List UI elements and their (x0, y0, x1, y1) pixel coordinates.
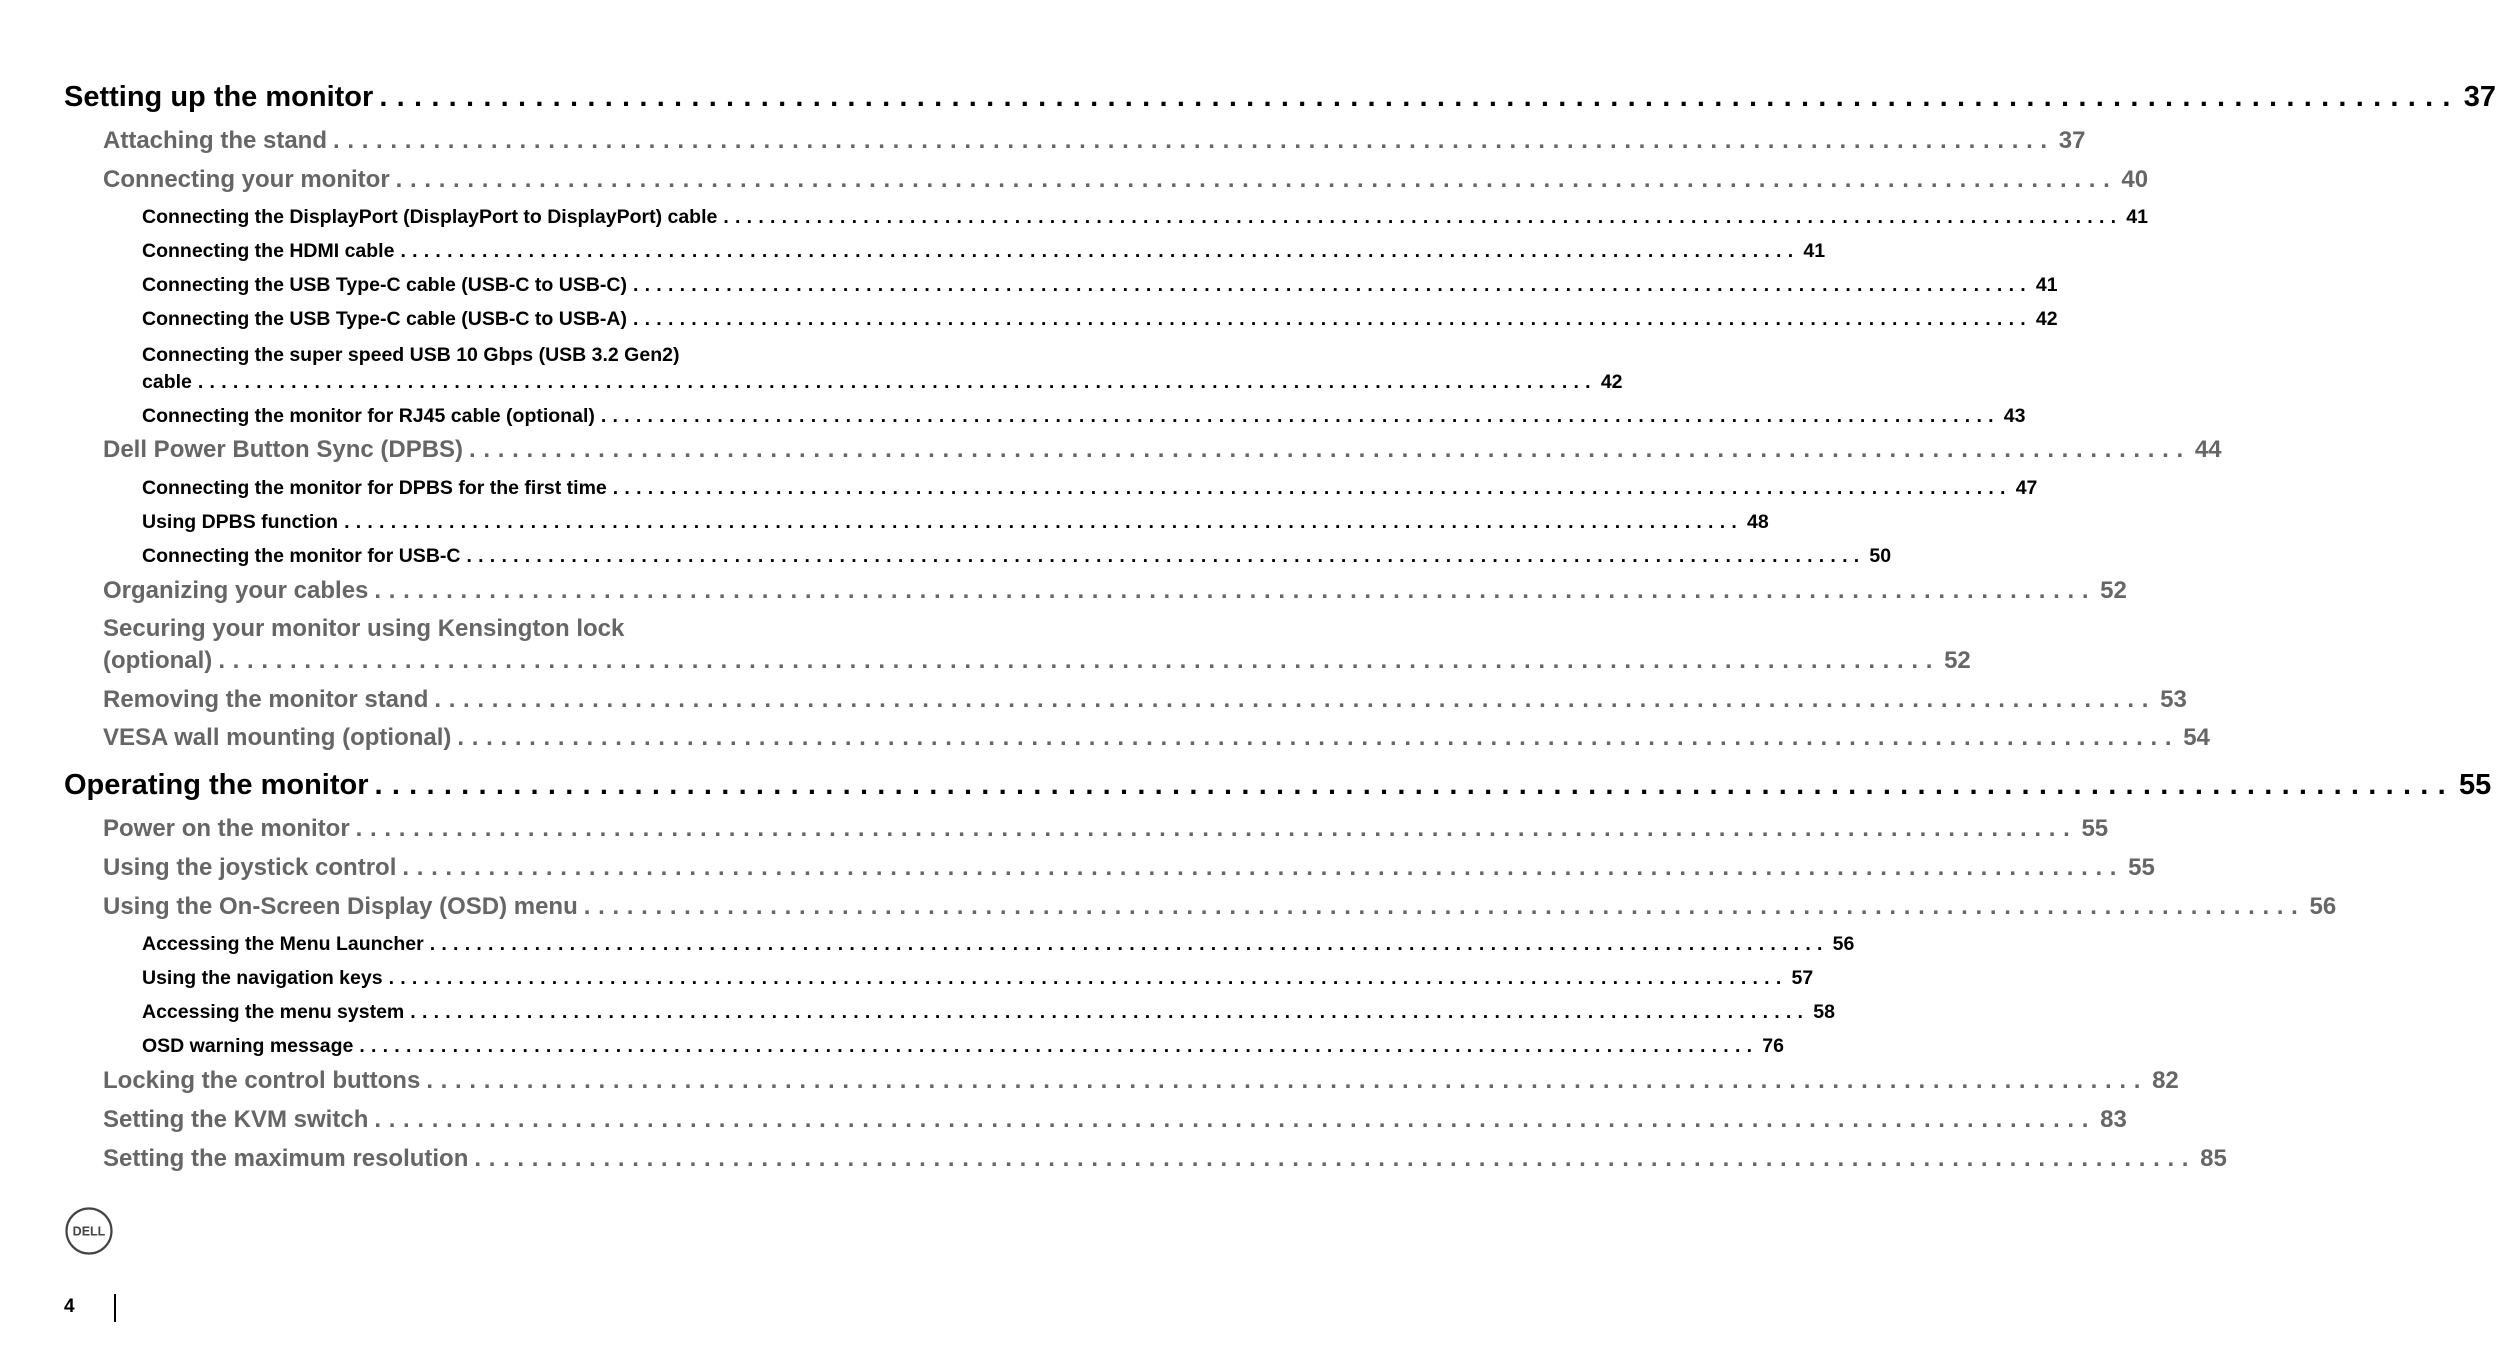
toc-leader-dots: ........................................................................................................................ (379, 81, 2460, 113)
toc-entry-title[interactable]: Securing your monitor using Kensington lock (103, 615, 625, 643)
toc-leader-dots: ........................................................................................................................ (333, 127, 2055, 155)
toc-page-number: 48 (1747, 511, 1769, 534)
toc-page-number: 56 (2309, 893, 2337, 921)
dell-logo (64, 1206, 114, 1256)
toc-entry-level-3[interactable] (142, 1035, 1784, 1058)
toc-page-number: 52 (2100, 577, 2127, 605)
toc-leader-dots: ........................................................................................................................ (374, 1106, 2097, 1134)
toc-entry-title: VESA wall mounting (optional) (103, 724, 452, 752)
toc-entry-level-2[interactable] (103, 436, 2222, 464)
toc-entry-level-2[interactable] (103, 686, 2187, 714)
toc-page-number: 83 (2100, 1106, 2127, 1134)
toc-leader-dots: ........................................................................................................................ (374, 769, 2455, 801)
toc-leader-dots: ........................................................................................................................ (395, 166, 2118, 194)
toc-entry-level-2[interactable] (103, 815, 2109, 843)
toc-entry-title: Removing the monitor stand (103, 686, 429, 714)
toc-entry-title: Locking the control buttons (103, 1067, 421, 1095)
toc-leader-dots: ........................................................................................................................ (457, 724, 2180, 752)
toc-leader-dots: ........................................................................................................................ (632, 308, 2032, 331)
toc-entry-level-2[interactable] (103, 1067, 2179, 1095)
toc-entry-level-2[interactable] (103, 127, 2086, 155)
toc-entry-level-2[interactable] (103, 893, 2337, 921)
toc-page-number: 44 (2194, 436, 2222, 464)
toc-page-number: 55 (2081, 815, 2109, 843)
toc-leader-dots: ........................................................................................................................ (374, 577, 2097, 605)
toc-entry-level-3[interactable] (142, 405, 2026, 428)
toc-entry-level-3[interactable] (142, 511, 1769, 534)
toc-entry-title: (optional) (103, 647, 213, 675)
toc-entry-title: Setting up the monitor (64, 81, 374, 113)
toc-entry-level-1[interactable] (64, 81, 2496, 114)
toc-entry-title: Operating the monitor (64, 769, 369, 801)
toc-entry-title: Accessing the Menu Launcher (142, 933, 424, 956)
toc-page-number: 41 (2126, 206, 2148, 229)
toc-entry-level-2[interactable] (103, 647, 1971, 675)
toc-leader-dots: ........................................................................................................................ (429, 933, 1829, 956)
toc-leader-dots: ........................................................................................................................ (469, 436, 2191, 464)
toc-page-number: 52 (1944, 647, 1971, 675)
toc-leader-dots: ........................................................................................................................ (400, 240, 1800, 263)
toc-entry-level-2[interactable] (103, 1106, 2127, 1134)
toc-leader-dots: ........................................................................................................................ (474, 1145, 2197, 1173)
toc-entry-level-2[interactable] (103, 577, 2127, 605)
toc-page-number: 76 (1762, 1035, 1784, 1058)
toc-entry-level-3[interactable] (142, 545, 1892, 568)
toc-page-number: 37 (2463, 81, 2496, 113)
toc-leader-dots: ........................................................................................................................ (355, 815, 2078, 843)
toc-entry-title: Accessing the menu system (142, 1001, 405, 1024)
toc-entry-title: cable (142, 371, 192, 394)
toc-page-number: 40 (2121, 166, 2149, 194)
toc-entry-level-2[interactable] (103, 724, 2210, 752)
toc-page-number: 41 (1803, 240, 1826, 263)
toc-entry-title: Connecting the monitor for DPBS for the first time (142, 477, 607, 500)
toc-entry-level-3[interactable] (142, 967, 1814, 990)
toc-entry-level-2[interactable] (103, 1145, 2227, 1173)
footer-divider (114, 1294, 116, 1322)
toc-page-number: 37 (2058, 127, 2086, 155)
toc-entry-level-3[interactable] (142, 308, 2058, 331)
toc-entry-title: Using the On-Screen Display (OSD) menu (103, 893, 578, 921)
toc-entry-title: OSD warning message (142, 1035, 354, 1058)
toc-entry-level-2[interactable] (103, 166, 2149, 194)
toc-entry-title: Connecting the monitor for RJ45 cable (optional) (142, 405, 595, 428)
toc-page-number: 53 (2160, 686, 2187, 714)
toc-entry-title: Using the navigation keys (142, 967, 383, 990)
toc-leader-dots: ........................................................................................................................ (723, 206, 2123, 229)
toc-entry-level-3[interactable] (142, 206, 2148, 229)
toc-leader-dots: ........................................................................................................................ (426, 1067, 2149, 1095)
toc-entry-title: Connecting the monitor for USB-C (142, 545, 461, 568)
toc-entry-title: Connecting the USB Type-C cable (USB-C to USB-C) (142, 274, 627, 297)
toc-page-number: 41 (2035, 274, 2058, 297)
toc-entry-title: Dell Power Button Sync (DPBS) (103, 436, 464, 464)
toc-leader-dots: ........................................................................................................................ (218, 647, 1941, 675)
page-number: 4 (64, 1296, 75, 1317)
toc-entry-level-3[interactable] (142, 371, 1623, 394)
toc-entry-title: Attaching the stand (103, 127, 328, 155)
toc-leader-dots: ........................................................................................................................ (466, 545, 1866, 568)
toc-entry-level-3[interactable] (142, 274, 2058, 297)
toc-entry-title: Connecting the HDMI cable (142, 240, 395, 263)
toc-entry-title: Setting the KVM switch (103, 1106, 369, 1134)
toc-leader-dots: ........................................................................................................................ (344, 511, 1744, 534)
toc-entry-title: Power on the monitor (103, 815, 350, 843)
toc-entry-title: Setting the maximum resolution (103, 1145, 469, 1173)
toc-page-number: 54 (2183, 724, 2210, 752)
toc-page-number: 82 (2152, 1067, 2179, 1095)
toc-leader-dots: ........................................................................................................................ (612, 477, 2012, 500)
toc-entry-level-1[interactable] (64, 769, 2492, 802)
toc-leader-dots: ........................................................................................................................ (197, 371, 1597, 394)
toc-leader-dots: ........................................................................................................................ (388, 967, 1788, 990)
toc-entry-title: Connecting your monitor (103, 166, 390, 194)
toc-entry-level-2[interactable] (103, 854, 2155, 882)
toc-entry-title: Connecting the USB Type-C cable (USB-C to USB-A) (142, 308, 627, 331)
toc-page-number: 85 (2200, 1145, 2227, 1173)
toc-entry-level-3[interactable] (142, 477, 2038, 500)
toc-page-number: 43 (2003, 405, 2026, 428)
toc-leader-dots: ........................................................................................................................ (410, 1001, 1810, 1024)
toc-entry-title: Using DPBS function (142, 511, 339, 534)
toc-entry-level-3[interactable] (142, 1001, 1835, 1024)
toc-page-number: 47 (2015, 477, 2038, 500)
toc-entry-title[interactable]: Connecting the super speed USB 10 Gbps (USB 3.2 Gen2) (142, 344, 680, 367)
toc-page-number: 57 (1791, 967, 1814, 990)
toc-entry-level-3[interactable] (142, 240, 1826, 263)
toc-page-number: 56 (1832, 933, 1855, 956)
toc-entry-level-3[interactable] (142, 933, 1855, 956)
toc-page-number: 42 (1600, 371, 1623, 394)
toc-leader-dots: ........................................................................................................................ (632, 274, 2032, 297)
svg-text:DELL: DELL (72, 1224, 106, 1239)
toc-leader-dots: ........................................................................................................................ (434, 686, 2157, 714)
toc-page-number: 55 (2128, 854, 2155, 882)
toc-entry-title: Organizing your cables (103, 577, 369, 605)
toc-page-number: 55 (2458, 769, 2492, 801)
toc-page-number: 42 (2035, 308, 2058, 331)
toc-entry-title: Using the joystick control (103, 854, 397, 882)
toc-page-number: 58 (1813, 1001, 1835, 1024)
toc-leader-dots: ........................................................................................................................ (583, 893, 2306, 921)
toc-leader-dots: ........................................................................................................................ (600, 405, 2000, 428)
toc-leader-dots: ........................................................................................................................ (402, 854, 2125, 882)
toc-entry-title: Connecting the DisplayPort (DisplayPort to DisplayPort) cable (142, 206, 718, 229)
toc-leader-dots: ........................................................................................................................ (359, 1035, 1759, 1058)
toc-page-number: 50 (1869, 545, 1892, 568)
